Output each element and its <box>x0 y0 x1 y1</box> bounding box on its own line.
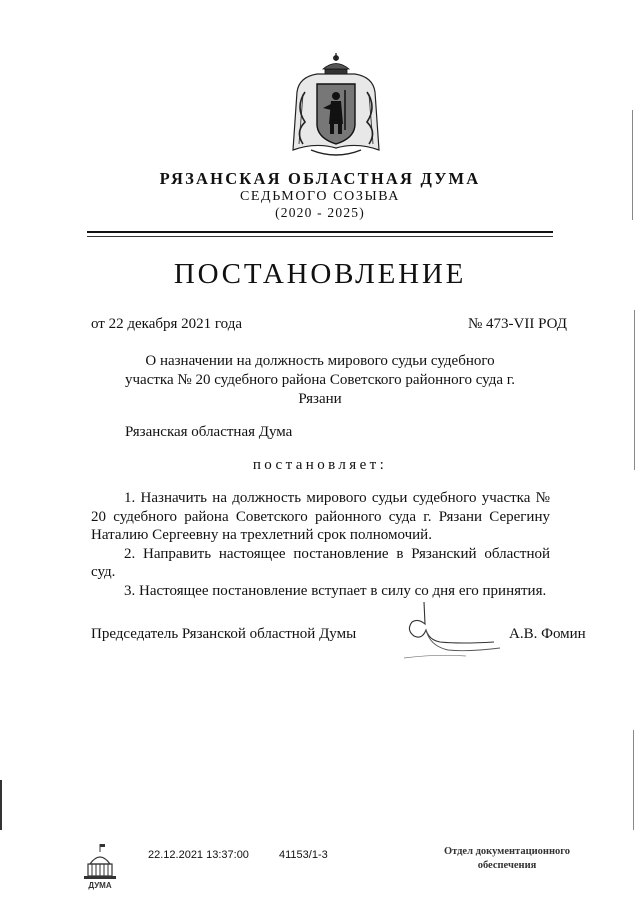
document-date: от 22 декабря 2021 года <box>91 316 243 332</box>
clauses-list <box>91 489 550 600</box>
organization-name: РЯЗАНСКАЯ ОБЛАСТНАЯ ДУМА <box>159 169 481 188</box>
document-number: № 473-VII РОД <box>468 316 567 332</box>
convocation: СЕДЬМОГО СОЗЫВА <box>239 189 401 204</box>
stamp-department: Отдел документационного обеспечения <box>443 846 571 871</box>
coat-of-arms-icon <box>287 52 385 162</box>
signer-title: Председатель Рязанской областной Думы <box>91 626 357 642</box>
handwritten-signature <box>396 600 506 662</box>
clause-2: 2. Направить настоящее постановление в Рязанский областной суд. <box>91 545 550 580</box>
stamp-registration-number: 41153/1-3 <box>279 849 328 861</box>
stamp-logo-text: ДУМА <box>88 881 112 890</box>
clause-3: 3. Настоящее постановление вступает в силу со дня его принятия. <box>124 582 547 599</box>
scan-edge-mark <box>0 780 2 830</box>
convocation-years: (2020 - 2025) <box>275 205 365 220</box>
scan-edge-mark <box>634 310 635 470</box>
stamp-datetime: 22.12.2021 13:37:00 <box>148 849 249 861</box>
issuing-body: Рязанская областная Дума <box>125 424 293 440</box>
document-type-heading: ПОСТАНОВЛЕНИЕ <box>173 258 467 290</box>
header-rule-thin <box>87 236 553 237</box>
resolves-word: постановляет: <box>252 457 388 473</box>
signer-name: А.В. Фомин <box>509 626 586 642</box>
scan-edge-mark <box>632 110 633 220</box>
scan-edge-mark <box>633 730 634 830</box>
duma-building-icon <box>82 842 118 890</box>
document-subject: О назначении на должность мирового судьи судебного участка № 20 судебного района Советского районного суда г. Рязани <box>125 353 515 407</box>
clause-1: 1. Назначить на должность мирового судьи судебного участка № 20 судебного района Советского районного суда г. Рязани Серегину Наталию Сергеевну на трехлетний срок полномочий. <box>91 490 550 543</box>
header-rule-thick <box>87 231 553 233</box>
